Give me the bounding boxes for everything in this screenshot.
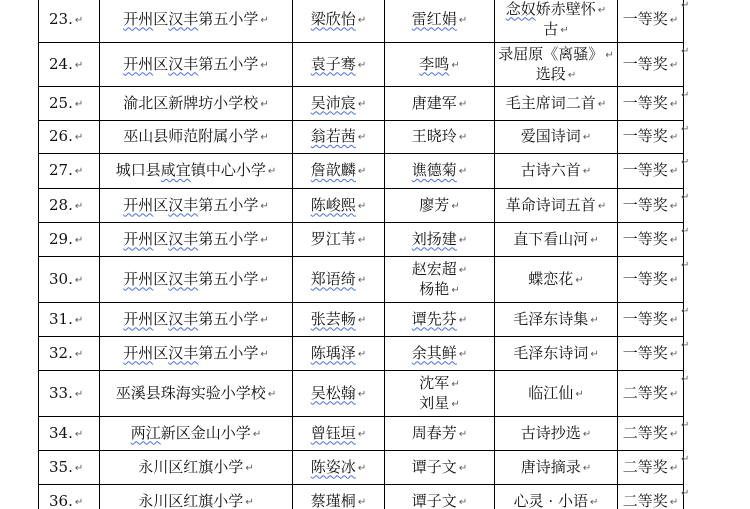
school-name [100, 43, 293, 87]
student-name [293, 87, 385, 121]
paragraph-mark: ↵ [74, 200, 84, 212]
student-name-text: 袁子骞 ↵ [310, 54, 367, 73]
school-name [100, 189, 293, 223]
table-row [39, 121, 684, 154]
paragraph-mark: ↵ [575, 388, 584, 400]
work-title [495, 121, 618, 154]
student-name-text: 蔡瑾桐 ↵ [310, 491, 367, 509]
row-end-mark: ↵ [681, 454, 690, 465]
school-name-text: 开州区汉丰第五小学 ↵ [123, 195, 269, 214]
paragraph-mark: ↵ [74, 388, 84, 400]
student-name [293, 121, 385, 154]
paragraph-mark: ↵ [260, 59, 269, 71]
award-level [618, 371, 684, 417]
teacher-name [385, 371, 495, 417]
row-number-text: 33. ↵ [49, 383, 84, 402]
paragraph-mark: ↵ [357, 98, 367, 110]
teacher-name [385, 485, 495, 509]
award-level-text: 一等奖 ↵ [622, 9, 679, 28]
award-level-text: 一等奖 ↵ [622, 93, 679, 112]
paragraph-mark: ↵ [267, 388, 277, 400]
teacher-name [385, 43, 495, 87]
student-name-text: 罗江苇 ↵ [310, 229, 367, 248]
teacher-name [385, 223, 495, 257]
award-list-table [38, 0, 684, 509]
paragraph-mark: ↵ [252, 428, 262, 440]
school-name-text: 开州区汉丰第五小学 ↵ [123, 229, 269, 248]
row-number-text: 31. ↵ [49, 309, 84, 328]
teacher-name-text: 雷红娟 ↵ [411, 9, 468, 28]
award-level-text: 一等奖 ↵ [622, 229, 679, 248]
school-name [100, 87, 293, 121]
row-number-text: 23. ↵ [49, 9, 84, 28]
school-name-text: 巫山县师范附属小学 ↵ [123, 127, 269, 145]
award-level [618, 121, 684, 154]
row-number [39, 223, 100, 257]
paragraph-mark: ↵ [357, 428, 367, 440]
school-name [100, 337, 293, 371]
paragraph-mark: ↵ [74, 462, 84, 474]
teacher-name-text: 谭子文 ↵ [411, 457, 468, 476]
school-name [100, 121, 293, 154]
row-end-mark: ↵ [681, 306, 690, 317]
paragraph-mark: ↵ [669, 98, 679, 110]
teacher-name-text: 余其鲜 ↵ [411, 343, 468, 362]
paragraph-mark: ↵ [260, 200, 269, 212]
row-number [39, 189, 100, 223]
row-end-mark: ↵ [681, 157, 690, 168]
paragraph-mark: ↵ [357, 14, 367, 26]
award-level [618, 257, 684, 303]
teacher-name-text: 谭子文 ↵ [411, 491, 468, 509]
paragraph-mark: ↵ [260, 132, 269, 143]
student-name [293, 303, 385, 337]
award-level [618, 87, 684, 121]
paragraph-mark: ↵ [74, 348, 84, 360]
work-title-text: 革命诗词五首 ↵ [505, 195, 607, 214]
paragraph-mark: ↵ [357, 388, 367, 400]
work-title [495, 0, 618, 43]
work-title [495, 257, 618, 303]
student-name-text: 陈瑀泽 ↵ [310, 343, 367, 362]
school-name-text: 开州区汉丰第五小学 ↵ [123, 269, 269, 288]
award-level-text: 一等奖 ↵ [622, 195, 679, 214]
work-title [495, 43, 618, 87]
paragraph-mark: ↵ [458, 132, 468, 143]
teacher-name-text: 廖芳 ↵ [419, 195, 460, 214]
work-title-text: 毛泽东诗集 ↵ [513, 309, 599, 328]
paragraph-mark: ↵ [575, 274, 584, 286]
award-level [618, 154, 684, 189]
table-row [39, 154, 684, 189]
work-title-text: 毛泽东诗词 ↵ [513, 343, 599, 362]
row-number-text: 24. ↵ [49, 54, 84, 73]
row-number [39, 337, 100, 371]
student-name [293, 337, 385, 371]
student-name-text: 张芸畅 ↵ [310, 309, 367, 328]
row-number [39, 417, 100, 451]
award-level [618, 0, 684, 43]
school-name-text: 渝北区新牌坊小学校 ↵ [123, 93, 269, 112]
paragraph-mark: ↵ [590, 348, 599, 360]
paragraph-mark: ↵ [560, 24, 569, 36]
paragraph-mark: ↵ [357, 348, 367, 360]
student-name [293, 43, 385, 87]
work-title-text: 古诗六首 ↵ [520, 161, 592, 179]
work-title-text: 录屈原《离骚》 ↵ [498, 44, 614, 63]
school-name [100, 303, 293, 337]
work-title-text: 毛主席词二首 ↵ [505, 93, 607, 112]
teacher-name-text: 王晓玲 ↵ [411, 127, 468, 145]
paragraph-mark: ↵ [582, 132, 592, 143]
paragraph-mark: ↵ [74, 274, 84, 286]
paragraph-mark: ↵ [458, 98, 468, 110]
row-end-mark: ↵ [681, 0, 690, 11]
paragraph-mark: ↵ [451, 284, 460, 296]
paragraph-mark: ↵ [357, 234, 367, 246]
work-title-text: 古诗抄选 ↵ [520, 423, 592, 442]
work-title-text: 唐诗摘录 ↵ [520, 457, 592, 476]
teacher-name [385, 87, 495, 121]
paragraph-mark: ↵ [267, 166, 277, 177]
row-end-mark: ↵ [681, 124, 690, 135]
school-name-text: 开州区汉丰第五小学 ↵ [123, 54, 269, 73]
teacher-name-text: 刘扬建 ↵ [411, 229, 468, 248]
row-number [39, 121, 100, 154]
paragraph-mark: ↵ [357, 166, 367, 177]
award-level-text: 二等奖 ↵ [622, 423, 679, 442]
paragraph-mark: ↵ [458, 166, 468, 177]
teacher-name-text: 谭先芬 ↵ [411, 309, 468, 328]
school-name [100, 0, 293, 43]
row-number-text: 27. ↵ [49, 161, 84, 179]
paragraph-mark: ↵ [597, 98, 607, 110]
student-name [293, 485, 385, 509]
table-row [39, 87, 684, 121]
paragraph-mark: ↵ [74, 14, 84, 26]
paragraph-mark: ↵ [245, 496, 254, 508]
student-name-text: 陈峻熙 ↵ [310, 195, 367, 214]
award-level [618, 485, 684, 509]
teacher-name-text: 杨艳 ↵ [419, 279, 460, 298]
paragraph-mark: ↵ [582, 428, 592, 440]
teacher-name-text: 沈军 ↵ [419, 373, 460, 392]
table-row [39, 303, 684, 337]
paragraph-mark: ↵ [669, 314, 679, 326]
paragraph-mark: ↵ [357, 462, 367, 474]
paragraph-mark: ↵ [260, 314, 269, 326]
paragraph-mark: ↵ [458, 348, 468, 360]
row-number [39, 154, 100, 189]
student-name-text: 詹歆麟 ↵ [310, 161, 367, 179]
paragraph-mark: ↵ [567, 69, 577, 81]
school-name [100, 417, 293, 451]
work-title [495, 451, 618, 485]
teacher-name [385, 303, 495, 337]
paragraph-mark: ↵ [245, 462, 254, 474]
paragraph-mark: ↵ [74, 98, 84, 110]
paragraph-mark: ↵ [260, 98, 269, 110]
student-name-text: 曾钰垣 ↵ [310, 423, 367, 442]
teacher-name-text: 周春芳 ↵ [411, 423, 468, 442]
paragraph-mark: ↵ [669, 59, 679, 71]
row-number-text: 36. ↵ [49, 491, 84, 509]
paragraph-mark: ↵ [74, 314, 84, 326]
paragraph-mark: ↵ [74, 59, 84, 71]
school-name-text: 永川区红旗小学 ↵ [138, 457, 254, 476]
work-title [495, 154, 618, 189]
table-body [39, 0, 684, 509]
paragraph-mark: ↵ [357, 200, 367, 212]
row-end-mark: ↵ [681, 90, 690, 101]
school-name [100, 451, 293, 485]
paragraph-mark: ↵ [458, 264, 468, 276]
work-title-text: 临江仙 ↵ [528, 383, 584, 402]
paragraph-mark: ↵ [669, 166, 679, 177]
paragraph-mark: ↵ [458, 14, 468, 26]
paragraph-mark: ↵ [669, 462, 679, 474]
row-number [39, 451, 100, 485]
school-name-text: 城口县咸宜镇中心小学 ↵ [115, 161, 277, 179]
paragraph-mark: ↵ [260, 14, 269, 26]
student-name-text: 吴松翰 ↵ [310, 383, 367, 402]
paragraph-mark: ↵ [260, 234, 269, 246]
paragraph-mark: ↵ [451, 59, 460, 71]
row-number-text: 32. ↵ [49, 343, 84, 362]
teacher-name-text: 刘星 ↵ [419, 393, 460, 412]
teacher-name-text: 赵宏超 ↵ [411, 259, 468, 278]
student-name-text: 吴沛宸 ↵ [310, 93, 367, 112]
award-level-text: 一等奖 ↵ [622, 161, 679, 179]
row-number [39, 485, 100, 509]
work-title [495, 337, 618, 371]
paragraph-mark: ↵ [357, 274, 367, 286]
paragraph-mark: ↵ [458, 462, 468, 474]
row-end-mark: ↵ [681, 46, 690, 57]
paragraph-mark: ↵ [590, 234, 599, 246]
student-name-text: 陈姿冰 ↵ [310, 457, 367, 476]
student-name-text: 梁欣怡 ↵ [310, 9, 367, 28]
work-title [495, 371, 618, 417]
paragraph-mark: ↵ [669, 234, 679, 246]
award-level [618, 417, 684, 451]
row-number-text: 30. ↵ [49, 269, 84, 288]
paragraph-mark: ↵ [357, 314, 367, 326]
student-name [293, 371, 385, 417]
school-name-text: 两江新区金山小学 ↵ [130, 423, 262, 442]
student-name [293, 257, 385, 303]
table-row [39, 223, 684, 257]
school-name [100, 257, 293, 303]
paragraph-mark: ↵ [582, 166, 592, 177]
row-number-text: 25. ↵ [49, 93, 84, 112]
student-name [293, 417, 385, 451]
paragraph-mark: ↵ [357, 496, 367, 508]
school-name-text: 永川区红旗小学 ↵ [138, 491, 254, 509]
work-title [495, 417, 618, 451]
paragraph-mark: ↵ [590, 314, 599, 326]
paragraph-mark: ↵ [597, 200, 607, 212]
school-name [100, 154, 293, 189]
paragraph-mark: ↵ [669, 14, 679, 26]
paragraph-mark: ↵ [451, 378, 460, 390]
row-number [39, 371, 100, 417]
award-level-text: 二等奖 ↵ [622, 491, 679, 509]
award-level-text: 一等奖 ↵ [622, 343, 679, 362]
paragraph-mark: ↵ [357, 59, 367, 71]
work-title-text: 心灵 · 小语 ↵ [513, 491, 599, 509]
work-title [495, 189, 618, 223]
paragraph-mark: ↵ [669, 274, 679, 286]
paragraph-mark: ↵ [589, 496, 599, 508]
award-level-text: 一等奖 ↵ [622, 54, 679, 73]
work-title [495, 223, 618, 257]
row-end-mark: ↵ [681, 340, 690, 351]
award-level-text: 一等奖 ↵ [622, 127, 679, 145]
school-name [100, 223, 293, 257]
student-name-text: 郑语绮 ↵ [310, 269, 367, 288]
school-name [100, 485, 293, 509]
teacher-name [385, 189, 495, 223]
row-end-mark: ↵ [681, 488, 690, 499]
work-title [495, 485, 618, 509]
student-name [293, 189, 385, 223]
teacher-name-text: 谯德菊 ↵ [411, 161, 468, 179]
paragraph-mark: ↵ [74, 428, 84, 440]
work-title-text: 爱国诗词 ↵ [520, 127, 592, 145]
paragraph-mark: ↵ [597, 4, 607, 16]
row-number-text: 29. ↵ [49, 229, 84, 248]
row-number [39, 43, 100, 87]
paragraph-mark: ↵ [451, 200, 460, 212]
paragraph-mark: ↵ [74, 132, 84, 143]
row-number-text: 35. ↵ [49, 457, 84, 476]
paragraph-mark: ↵ [582, 462, 592, 474]
work-title-text: 古 ↵ [543, 19, 569, 38]
award-level [618, 43, 684, 87]
paragraph-mark: ↵ [669, 496, 679, 508]
paragraph-mark: ↵ [669, 428, 679, 440]
teacher-name-text: 李鸣 ↵ [419, 54, 460, 73]
table-row [39, 43, 684, 87]
paragraph-mark: ↵ [458, 428, 468, 440]
work-title [495, 303, 618, 337]
student-name [293, 223, 385, 257]
school-name-text: 巫溪县珠海实验小学校 ↵ [115, 383, 277, 402]
paragraph-mark: ↵ [669, 132, 679, 143]
row-end-mark: ↵ [681, 192, 690, 203]
teacher-name [385, 451, 495, 485]
row-number-text: 28. ↵ [49, 195, 84, 214]
table-row [39, 337, 684, 371]
row-number [39, 87, 100, 121]
table-row [39, 0, 684, 43]
paragraph-mark: ↵ [605, 49, 614, 61]
teacher-name [385, 154, 495, 189]
award-level-text: 一等奖 ↵ [622, 269, 679, 288]
work-title [495, 87, 618, 121]
row-number-text: 26. ↵ [49, 127, 84, 145]
teacher-name [385, 257, 495, 303]
row-number-text: 34. ↵ [49, 423, 84, 442]
table-row [39, 485, 684, 509]
table-row [39, 451, 684, 485]
award-level-text: 二等奖 ↵ [622, 383, 679, 402]
paragraph-mark: ↵ [458, 496, 468, 508]
school-name-text: 开州区汉丰第五小学 ↵ [123, 9, 269, 28]
teacher-name [385, 417, 495, 451]
teacher-name-text: 唐建军 ↵ [411, 93, 468, 112]
student-name [293, 0, 385, 43]
paragraph-mark: ↵ [669, 388, 679, 400]
award-level [618, 451, 684, 485]
paragraph-mark: ↵ [669, 348, 679, 360]
table-row [39, 417, 684, 451]
work-title-text: 选段 ↵ [535, 64, 577, 83]
paragraph-mark: ↵ [74, 166, 84, 177]
teacher-name [385, 121, 495, 154]
school-name-text: 开州区汉丰第五小学 ↵ [123, 343, 269, 362]
row-end-mark: ↵ [681, 260, 690, 271]
paragraph-mark: ↵ [669, 200, 679, 212]
teacher-name [385, 337, 495, 371]
school-name-text: 开州区汉丰第五小学 ↵ [123, 309, 269, 328]
teacher-name [385, 0, 495, 43]
student-name [293, 451, 385, 485]
award-level [618, 223, 684, 257]
award-level [618, 189, 684, 223]
paragraph-mark: ↵ [260, 348, 269, 360]
award-level [618, 303, 684, 337]
award-level-text: 二等奖 ↵ [622, 457, 679, 476]
paragraph-mark: ↵ [451, 398, 460, 410]
paragraph-mark: ↵ [74, 496, 84, 508]
student-name [293, 154, 385, 189]
row-number [39, 257, 100, 303]
paragraph-mark: ↵ [74, 234, 84, 246]
paragraph-mark: ↵ [458, 234, 468, 246]
school-name [100, 371, 293, 417]
award-level-text: 一等奖 ↵ [622, 309, 679, 328]
row-end-mark: ↵ [681, 420, 690, 431]
row-number [39, 303, 100, 337]
table-row [39, 371, 684, 417]
paragraph-mark: ↵ [357, 132, 367, 143]
table-row [39, 189, 684, 223]
row-end-mark: ↵ [681, 374, 690, 385]
student-name-text: 翁若茜 ↵ [310, 127, 367, 145]
row-end-mark: ↵ [681, 226, 690, 237]
paragraph-mark: ↵ [458, 314, 468, 326]
award-level [618, 337, 684, 371]
table-row [39, 257, 684, 303]
row-number [39, 0, 100, 43]
work-title-text: 蝶恋花 ↵ [528, 269, 584, 288]
work-title-text: 直下看山河 ↵ [513, 229, 599, 248]
work-title-text: 念奴娇赤壁怀 ↵ [505, 0, 607, 18]
paragraph-mark: ↵ [260, 274, 269, 286]
